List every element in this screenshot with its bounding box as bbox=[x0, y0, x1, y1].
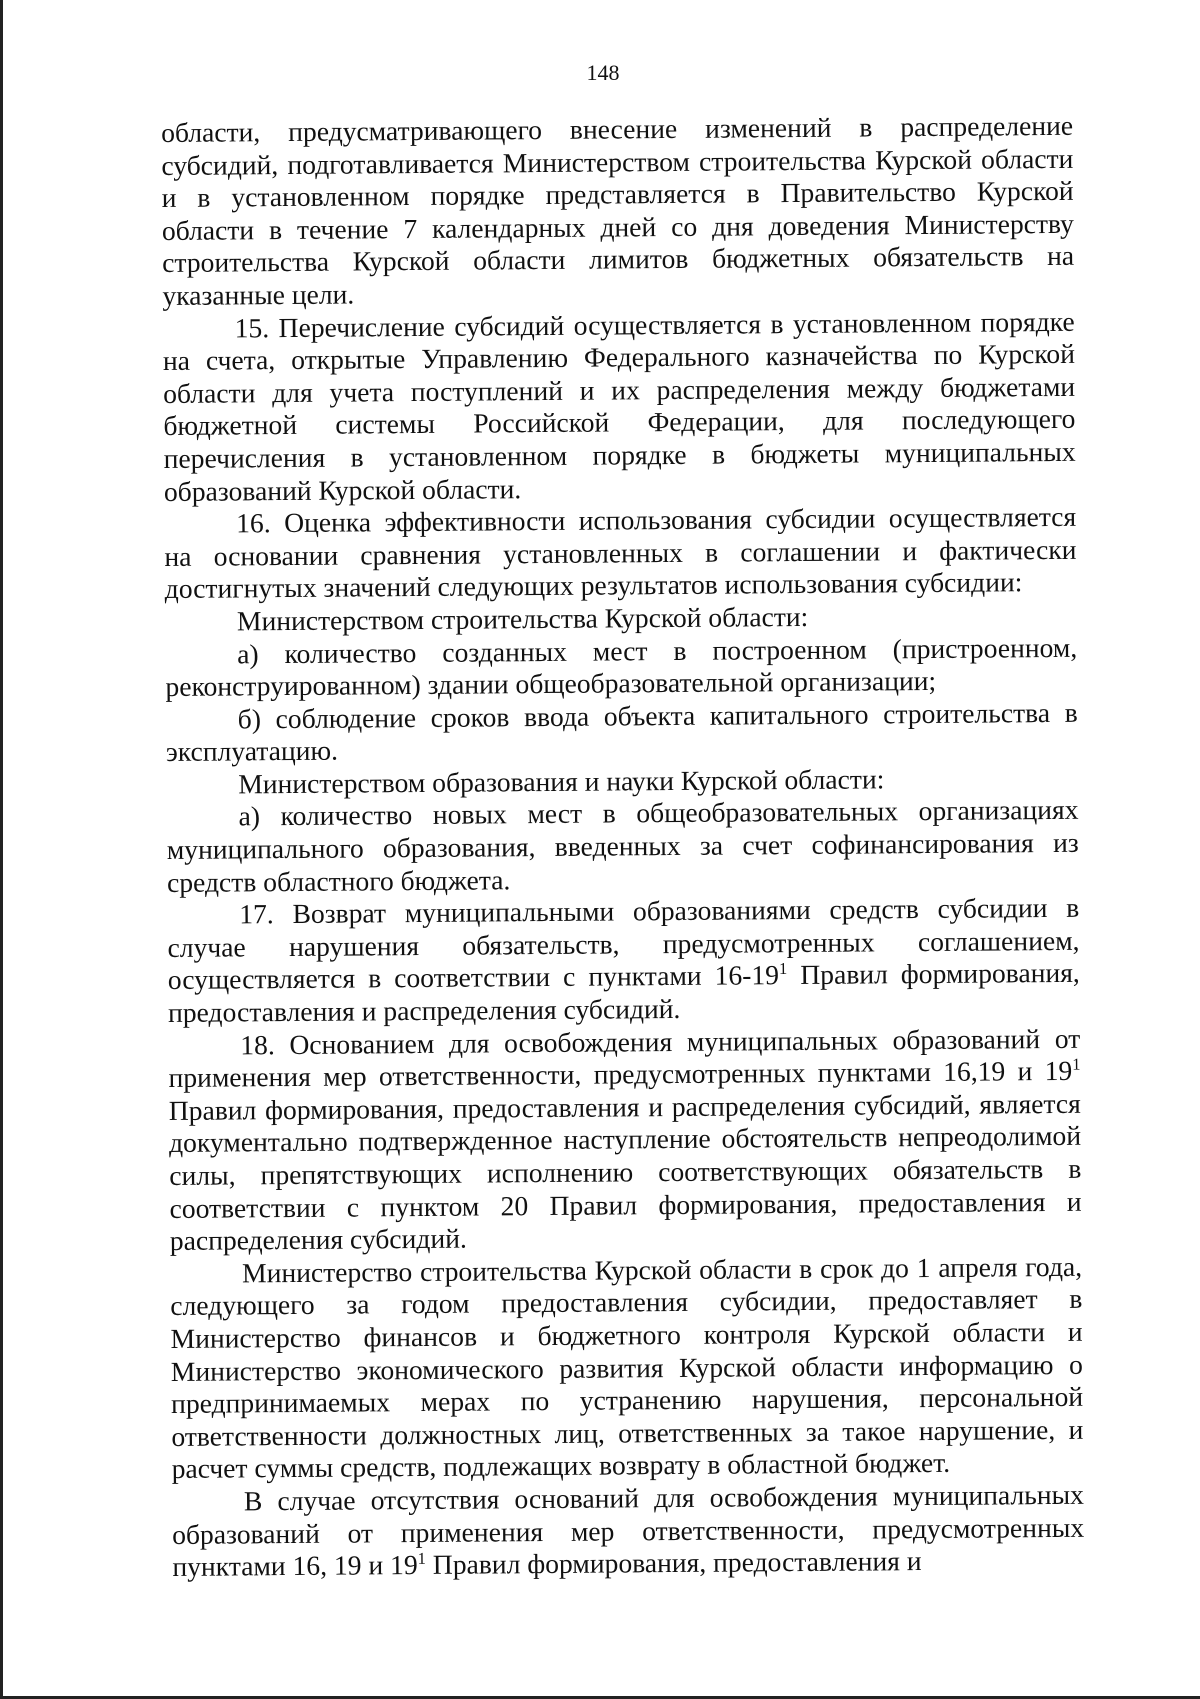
paragraph-17-text-1: 17. Возврат муниципальными образованиями средств субсидии в случае нарушения обязательств, предусмотренных соглашением, осуществляется в соответствии с пунктами 16-19 bbox=[167, 892, 1080, 996]
paragraph-ministry-report: Министерство строительства Курской области в срок до 1 апреля года, следующего за годом предоставления субсидии, предоставляет в Министерство финансов и бюджетного контроля Курской области и Министерство экономического развития Курской области информацию о предпринимаемых мерах по устранению нарушения, персональной ответственности должностных лиц, ответственных за такое нарушение, и расчет суммы средств, подлежащих возврату в областной бюджет. bbox=[170, 1250, 1084, 1485]
document-body bbox=[161, 110, 1084, 1584]
paragraph-absence-of-grounds bbox=[172, 1479, 1085, 1584]
paragraph-item-a-construction: а) количество созданных мест в построенном (пристроенном, реконструированном) здании общеобразовательной организации; bbox=[165, 631, 1078, 703]
paragraph-absence-superscript: 1 bbox=[417, 1548, 426, 1568]
paragraph-15: 15. Перечисление субсидий осуществляется в установленном порядке на счета, открытые Управлению Федерального казначейства по Курской области для учета поступлений и их распределения между бюджетами бюджетной системы Российской Федерации, для последующего перечисления в установленном порядке в бюджеты муниципальных образований Курской области. bbox=[162, 305, 1076, 507]
paragraph-absence-text-1: В случае отсутствия оснований для освобождения муниципальных образований от применения мер ответственности, предусмотренных пунктами 16, 19 и 19 bbox=[172, 1478, 1085, 1583]
paragraph-18-superscript: 1 bbox=[1072, 1054, 1081, 1074]
page-number: 148 bbox=[586, 60, 620, 85]
paragraph-18-text-2: Правил формирования, предоставления и распределения субсидий, является документально подтвержденное наступление обстоятельств непреодолимой силы, препятствующих исполнению соответствующих обязательств в соответствии с пунктом 20 Правил формирования, предоставления и распределения субсидий. bbox=[168, 1087, 1082, 1257]
paragraph-17 bbox=[167, 892, 1080, 1030]
paragraph-16: 16. Оценка эффективности использования субсидии осуществляется на основании сравнения установленных в соглашении и фактически достигнутых значений следующих результатов использования субсидии: bbox=[164, 500, 1077, 605]
paragraph-17-superscript: 1 bbox=[778, 959, 788, 979]
paragraph-ministry-education: Министерством образования и науки Курской области: bbox=[238, 763, 885, 800]
paragraph-18 bbox=[168, 1022, 1082, 1257]
paragraph-item-b-construction: б) соблюдение сроков ввода объекта капитального строительства в эксплуатацию. bbox=[165, 696, 1078, 768]
paragraph-continuation: области, предусматривающего внесение изменений в распределение субсидий, подготавливается Министерством строительства Курской области и в установленном порядке представляется в Правительство Курской области в течение 7 календарных дней со дня доведения Министерству строительства Курской области лимитов бюджетных обязательств на указанные цели. bbox=[161, 109, 1075, 311]
paragraph-absence-text-2: Правил формирования, предоставления и bbox=[425, 1545, 922, 1581]
paragraph-item-a-education: а) количество новых мест в общеобразовательных организациях муниципального образования, введенных за счет софинансирования из средств областного бюджета. bbox=[166, 794, 1079, 898]
paragraph-ministry-construction: Министерством строительства Курской области: bbox=[236, 600, 809, 637]
paragraph-17-text-2: Правил формирования, предоставления и распределения субсидий. bbox=[167, 957, 1080, 1029]
paragraph-18-text-1: 18. Основанием для освобождения муниципальных образований от применения мер ответственности, предусмотренных пунктами 16,19 и 19 bbox=[168, 1022, 1081, 1094]
